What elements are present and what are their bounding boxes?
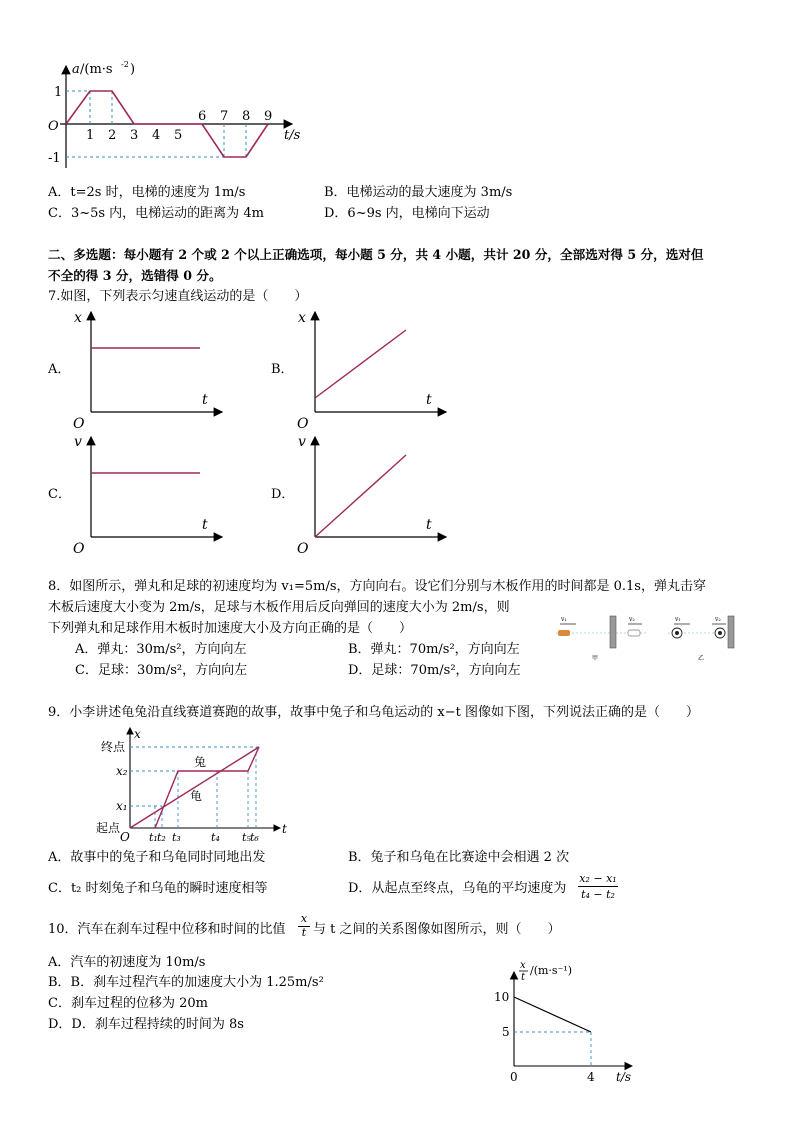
q6-y-pos-label: 1 <box>54 85 63 100</box>
q10-x-origin: 0 <box>510 1070 518 1084</box>
q9-start-label: 起点 <box>96 821 121 835</box>
q10-xlabel: t/s <box>616 1070 632 1084</box>
q9-origin: O <box>120 830 130 844</box>
q9-tick-4: t₄ <box>211 831 220 844</box>
q8-line3: 下列弹丸和足球作用木板时加速度大小及方向正确的是（ ） <box>48 621 413 636</box>
q10-ylabel-num: x <box>520 960 526 971</box>
q9-option-c: C．t₂ 时刻兔子和乌龟的瞬时速度相等 <box>48 881 268 896</box>
q9-frac-den: t₄ − t₂ <box>581 888 615 902</box>
q7b-xlabel: t <box>426 392 432 408</box>
q10-ylabel-unit: /(m·s⁻¹) <box>530 964 573 977</box>
q6-xtick-5: 5 <box>174 128 183 143</box>
q8-option-c: C．足球：30m/s²，方向向左 <box>75 663 248 678</box>
q9-tick-3: t₃ <box>172 831 181 844</box>
q7d-ylabel: v <box>298 434 306 450</box>
q9-option-b: B．兔子和乌龟在比赛途中会相遇 2 次 <box>348 850 570 865</box>
q8-option-a: A．弹丸：30m/s²，方向向左 <box>75 642 247 657</box>
q7d-letter: D． <box>271 487 295 502</box>
q6-ylabel-close: ) <box>130 62 136 77</box>
q6-y-neg-label: -1 <box>48 151 61 166</box>
q9-x2-label: x₂ <box>116 764 128 778</box>
q6-xtick-8: 8 <box>242 109 251 124</box>
q7c-ylabel: v <box>74 434 82 450</box>
q9-stem: 9．小李讲述龟兔沿直线赛道赛跑的故事，故事中兔子和乌龟运动的 x−t 图像如下图，下列说法正确的是（ ） <box>48 705 699 720</box>
q7c-letter: C． <box>48 487 71 502</box>
q8-caption-right: 乙 <box>698 655 705 662</box>
q6-xtick-1: 1 <box>86 128 95 143</box>
q7c-xlabel: t <box>202 517 208 533</box>
q9-tick-2: t₂ <box>157 831 166 844</box>
q7a-ylabel: x <box>74 310 82 326</box>
q10-line <box>514 997 591 1032</box>
q6-xtick-4: 4 <box>152 128 161 143</box>
q8-option-d: D．足球：70m/s²，方向向左 <box>348 663 521 678</box>
q7a-origin: O <box>73 416 85 432</box>
q9-tick-6: t₆ <box>250 831 259 844</box>
q6-xtick-7: 7 <box>220 109 229 124</box>
q7b-origin: O <box>297 416 309 432</box>
q10-stem-a: 10．汽车在刹车过程中位移和时间的比值 <box>48 922 286 937</box>
q9-rabbit-label: 兔 <box>194 755 207 769</box>
q6-ylabel-unit: /(m·s <box>80 62 113 77</box>
q10-y-high: 10 <box>494 990 510 1004</box>
q8-caption-left: 甲 <box>592 655 599 662</box>
q7b-letter: B． <box>271 362 294 377</box>
q9-tick-1: t₁ <box>149 831 158 844</box>
q8-line1: 8．如图所示，弹丸和足球的初速度均为 v₁=5m/s，方向向右。设它们分别与木板作用的时间都是 0.1s，弹丸击穿 <box>48 579 706 594</box>
q10-frac-den: t <box>301 925 307 939</box>
q7-stem: 7.如图，下列表示匀速直线运动的是（ ） <box>48 289 308 304</box>
q9-x1-label: x₁ <box>116 799 128 813</box>
q9-end-label: 终点 <box>101 740 126 754</box>
q9-frac-num: x₂ − x₁ <box>578 872 618 887</box>
q9-option-d: D．从起点至终点，乌龟的平均速度为 <box>348 881 567 896</box>
q8-line2: 木板后速度大小变为 2m/s，足球与木板作用后反向弹回的速度大小为 2m/s，则 <box>48 600 510 615</box>
q10-stem-b: 与 t 之间的关系图像如图所示，则（ ） <box>313 922 561 937</box>
q8-ball-v2-label: v₂ <box>715 616 721 623</box>
q6-xtick-9: 9 <box>264 109 273 124</box>
q9-turtle-label: 龟 <box>190 789 203 803</box>
section2-line1: 二、多选题：每小题有 2 个或 2 个以上正确选项，每小题 5 分，共 4 小题，共计 20 分，全部选对得 5 分，选对但 <box>48 247 704 262</box>
q10-y-mid: 5 <box>502 1025 510 1039</box>
q9-ylabel: x <box>134 727 141 741</box>
q9-tick-5: t₅ <box>242 831 251 844</box>
q7d-origin: O <box>297 541 309 557</box>
section2-line2: 不全的得 3 分，选错得 0 分。 <box>48 268 222 283</box>
q7c-origin: O <box>73 541 85 557</box>
q6-option-a: A．t=2s 时，电梯的速度为 1m/s <box>48 185 246 200</box>
q7a-letter: A． <box>48 362 71 377</box>
q8-v2-label-left: v₂ <box>629 616 635 623</box>
q6-ylabel-a: a <box>72 62 80 77</box>
q6-xtick-3: 3 <box>130 128 139 143</box>
q9-option-a: A．故事中的兔子和乌龟同时同地出发 <box>48 850 266 865</box>
q10-option-b: B．B．刹车过程汽车的加速度大小为 1.25m/s² <box>48 975 324 990</box>
q6-origin: O <box>48 119 59 134</box>
q6-xtick-6: 6 <box>198 109 207 124</box>
q7d-xlabel: t <box>426 517 432 533</box>
q10-option-d: D．D．刹车过程持续的时间为 8s <box>48 1017 244 1032</box>
q8-option-b: B．弹丸：70m/s²，方向向左 <box>348 642 520 657</box>
q7a-xlabel: t <box>202 392 208 408</box>
q6-option-b: B．电梯运动的最大速度为 3m/s <box>324 185 513 200</box>
q10-option-c: C．刹车过程的位移为 20m <box>48 996 208 1011</box>
q10-x-tick: 4 <box>587 1070 595 1084</box>
q10-option-a: A．汽车的初速度为 10m/s <box>48 955 206 970</box>
q6-xtick-2: 2 <box>108 128 117 143</box>
q9-xlabel: t <box>282 822 287 836</box>
q8-v1-label: v₁ <box>561 616 567 623</box>
q10-frac-num: x <box>298 913 310 927</box>
q6-option-d: D．6~9s 内，电梯向下运动 <box>324 206 490 221</box>
q10-ylabel-den: t <box>521 972 526 983</box>
q8-ball-v1-label: v₁ <box>675 616 681 623</box>
q6-xlabel: t/s <box>284 128 301 143</box>
q7b-ylabel: x <box>298 310 306 326</box>
q6-ylabel-exp: -2 <box>121 60 129 69</box>
q6-option-c: C．3~5s 内，电梯运动的距离为 4m <box>48 206 264 221</box>
